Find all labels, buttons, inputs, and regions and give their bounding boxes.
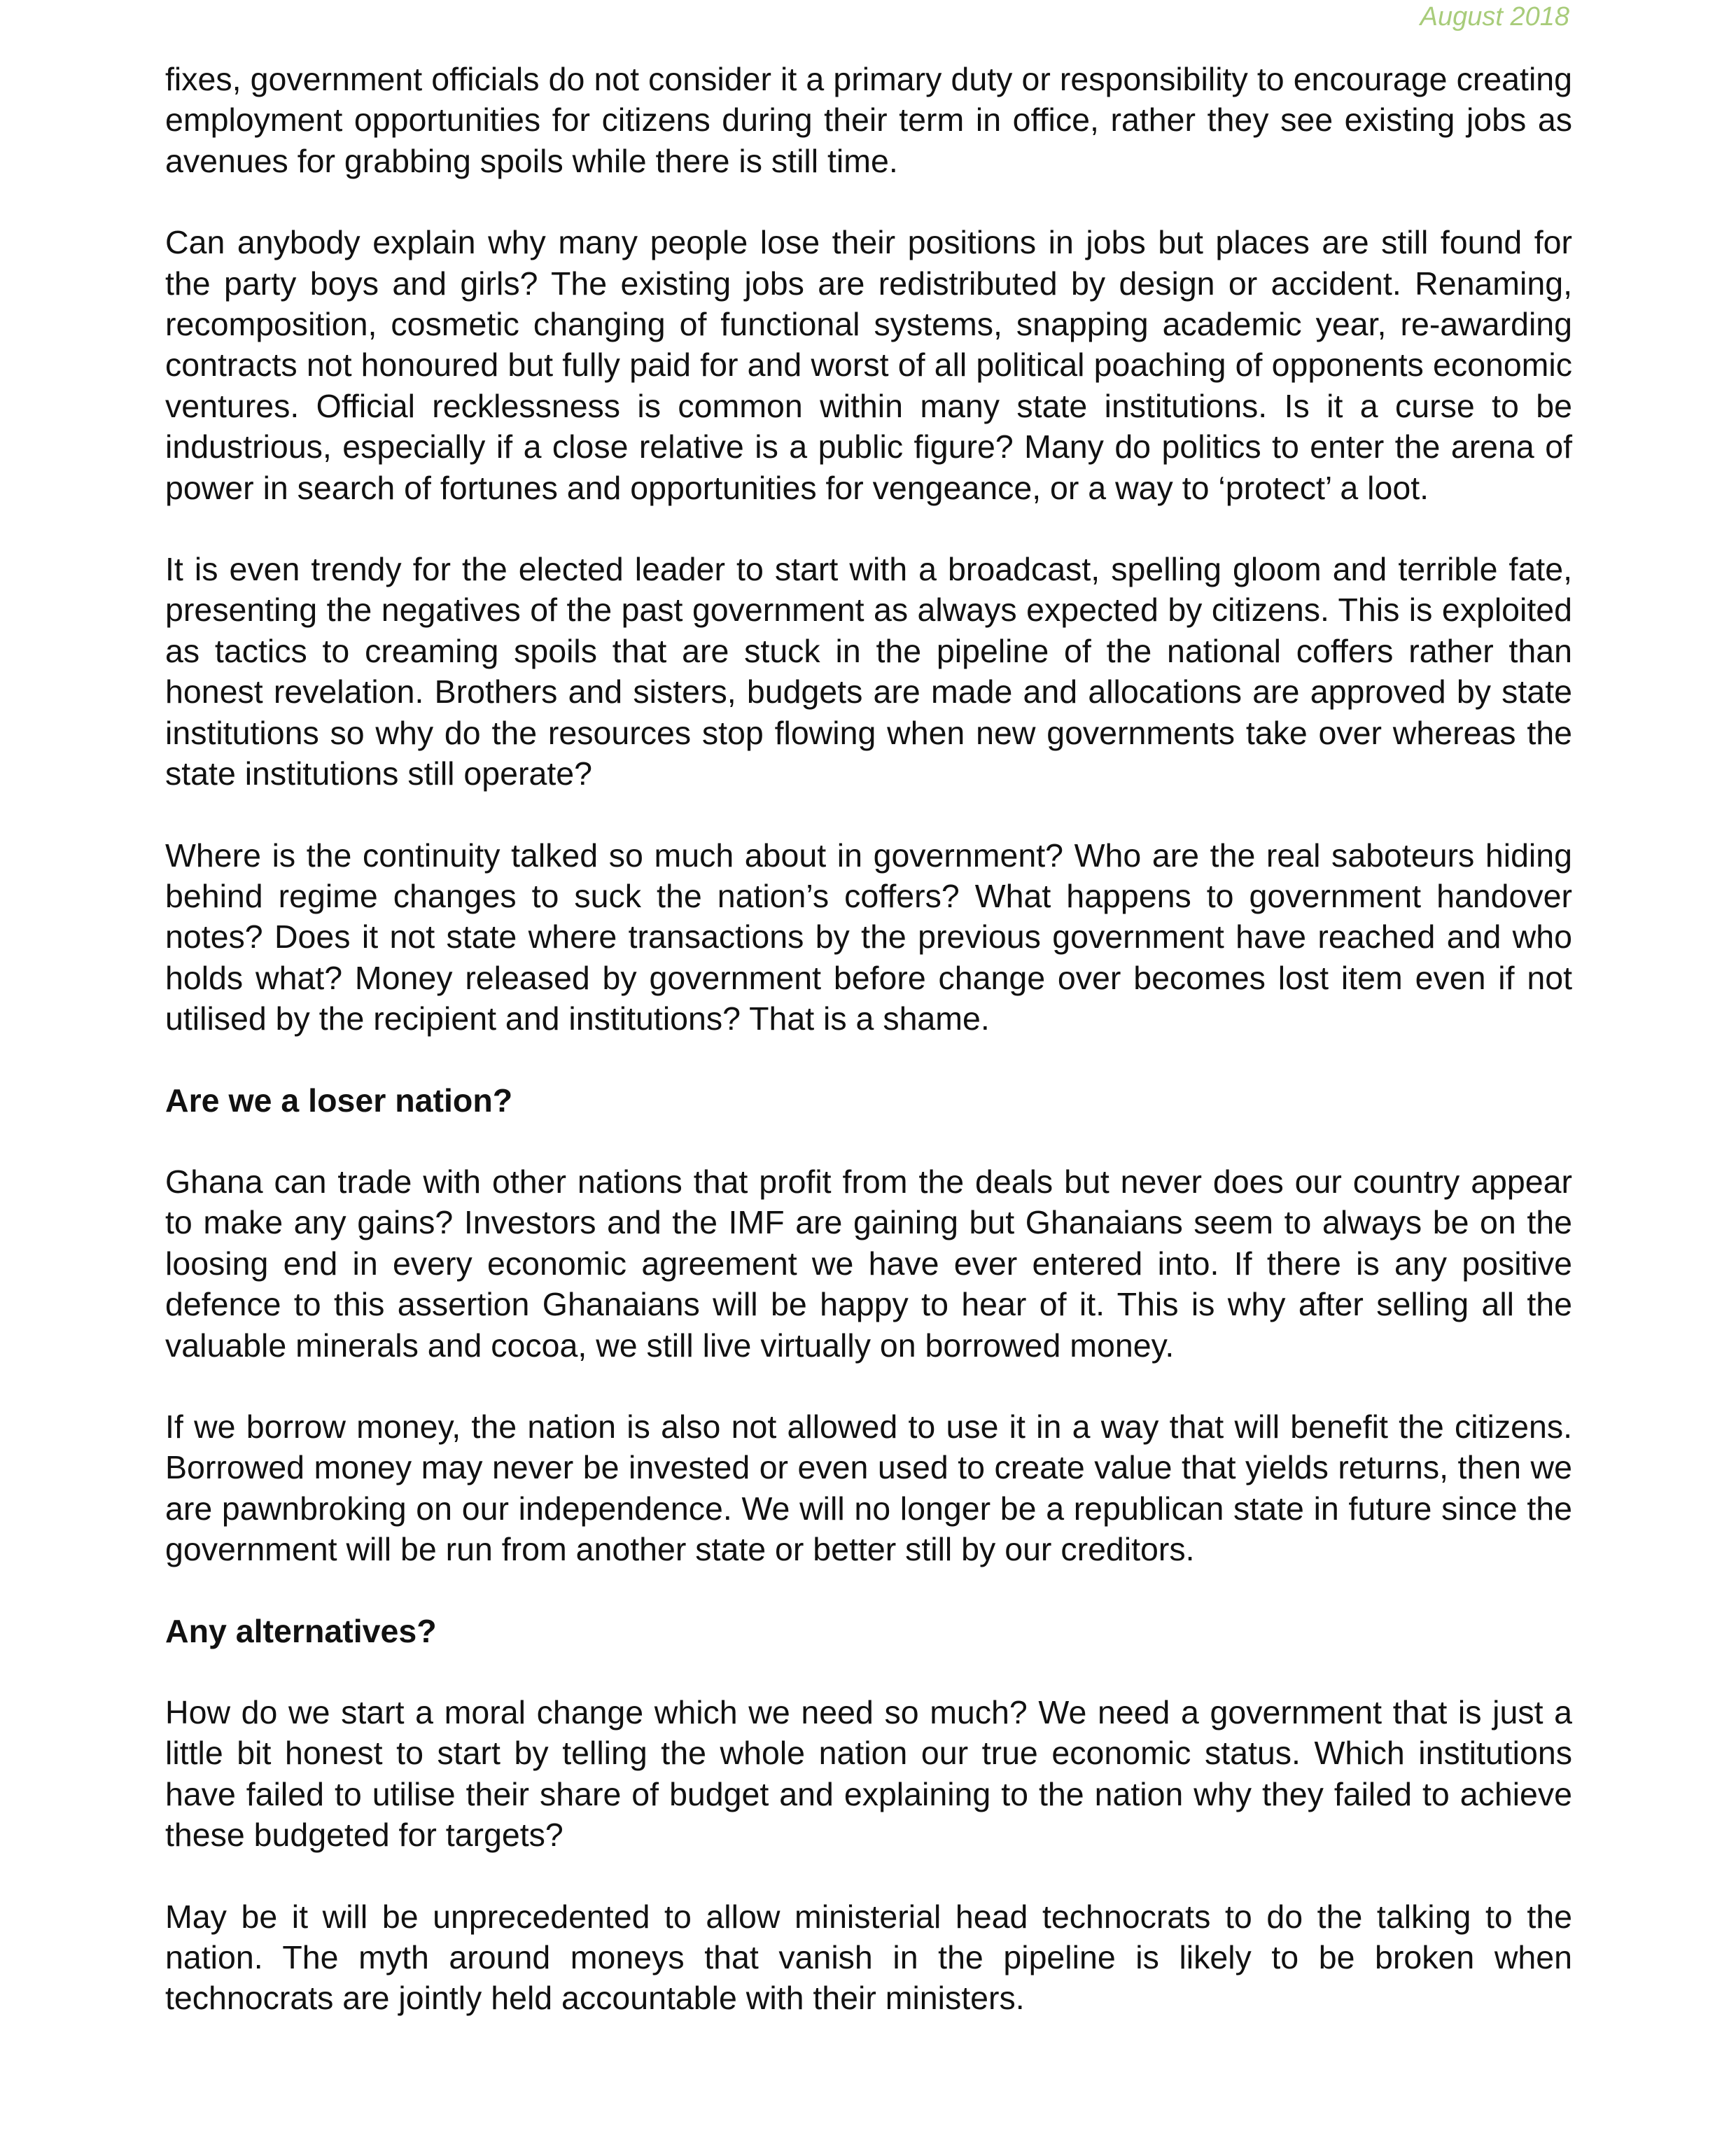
paragraph-broadcast-gloom: It is even trendy for the elected leader to start with a broadcast, spelling gloom and terrible fate, presenting the negatives of the past government as always expected by citizens. This is exploited as tactics to creaming spoils that are stuck in the pipeline of the national coffers rather than honest revelation. Brothers and sisters, budgets are made and allocations are approved by state institutions so why do the resources stop flowing when new governments take over whereas the state institutions still operate? [165, 551, 1572, 792]
document-body [165, 59, 1572, 2059]
header-date: August 2018 [1420, 2, 1569, 32]
paragraph-job-redistribution: Can anybody explain why many people lose their positions in jobs but places are still found for the party boys and girls? The existing jobs are redistributed by design or accident. Renaming, recomposition, cosmetic changing of functional systems, snapping academic year, re-awarding contracts not honoured but fully paid for and worst of all political poaching of opponents economic ventures. Official recklessness is common within many state institutions. Is it a curse to be industrious, especially if a close relative is a public figure? Many do politics to enter the arena of power in search of fortunes and opportunities for vengeance, or a way to ‘protect’ a loot. [165, 224, 1572, 506]
section-heading-alternatives: Any alternatives? [165, 1612, 437, 1649]
paragraph-continuity: Where is the continuity talked so much about in government? Who are the real saboteurs hiding behind regime changes to suck the nation’s coffers? What happens to government handover notes? Does it not state where transactions by the previous government have reached and who holds what? Money released by government before change over becomes lost item even if not utilised by the recipient and institutions? That is a shame. [165, 837, 1572, 1037]
paragraph-trade: Ghana can trade with other nations that profit from the deals but never does our country appear to make any gains? Investors and the IMF are gaining but Ghanaians seem to always be on the loosing end in every economic agreement we have ever entered into. If there is any positive defence to this assertion Ghanaians will be happy to hear of it. This is why after selling all the valuable minerals and cocoa, we still live virtually on borrowed money. [165, 1163, 1572, 1364]
paragraph-moral-change: How do we start a moral change which we need so much? We need a government that is just a little bit honest to start by telling the whole nation our true economic status. Which institutions have failed to utilise their share of budget and explaining to the nation why they failed to achieve these budgeted for targets? [165, 1694, 1572, 1854]
paragraph-employment: fixes, government officials do not consider it a primary duty or responsibility to encourage creating employment opportunities for citizens during their term in office, rather they see existing jobs as avenues for grabbing spoils while there is still time. [165, 61, 1572, 179]
paragraph-borrowing: If we borrow money, the nation is also not allowed to use it in a way that will benefit the citizens. Borrowed money may never be invested or even used to create value that yields returns, then we are pawnbroking on our independence. We will no longer be a republican state in future since the government will be run from another state or better still by our creditors. [165, 1408, 1572, 1568]
paragraph-technocrats: May be it will be unprecedented to allow ministerial head technocrats to do the talking to the nation. The myth around moneys that vanish in the pipeline is likely to be broken when technocrats are jointly held accountable with their ministers. [165, 1898, 1572, 2017]
section-heading-loser-nation: Are we a loser nation? [165, 1082, 513, 1119]
